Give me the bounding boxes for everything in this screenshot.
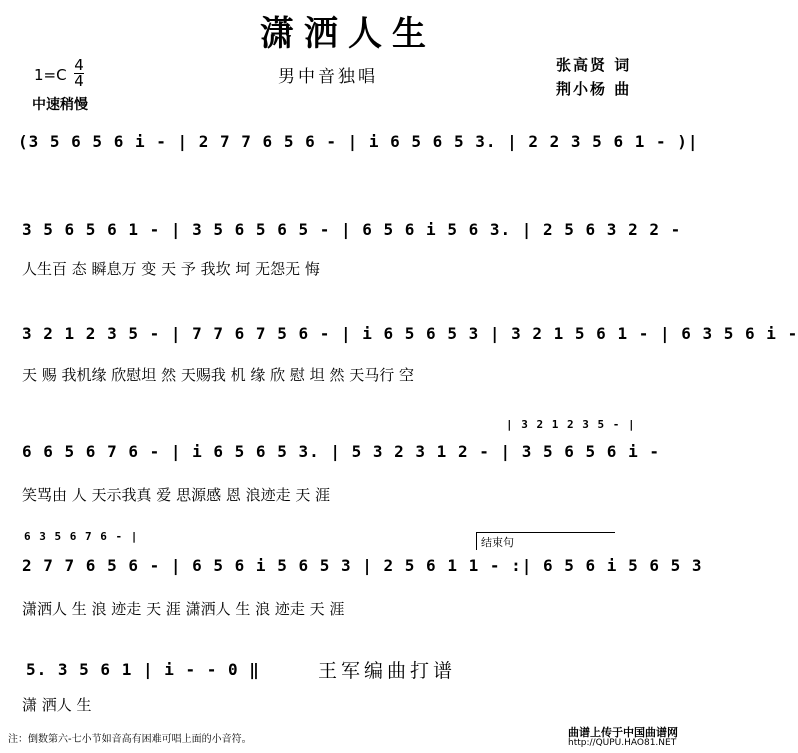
- lyric-line-4: 笑骂由 人 天示我真 爱 思源感 恩 浪迹走 天 涯: [22, 486, 331, 504]
- lyric-line-2: 人生百 态 瞬息万 变 天 予 我坎 坷 无怨无 悔: [22, 260, 320, 278]
- notation-line-4: 6 6 5 6 7 6 - | i 6 5 6 5 3. | 5 3 2 3 1 2 - | 3 5 6 5 6 i -: [22, 442, 660, 461]
- notation-line-2: 3 5 6 5 6 1 - | 3 5 6 5 6 5 - | 6 5 6 i 5 6 3. | 2 5 6 3 2 2 -: [22, 220, 682, 239]
- subtitle: 男中音独唱: [278, 67, 378, 87]
- notation-line-3: 3 2 1 2 3 5 - | 7 7 6 7 5 6 - | i 6 5 6 5 3 | 3 2 1 5 6 1 - | 6 3 5 6 i -: [22, 324, 798, 343]
- notation-line-6: 5. 3 5 6 1 | i - - 0 ‖: [26, 660, 260, 679]
- arranger-credit: 王军编曲打谱: [318, 660, 457, 682]
- meter-top: 4: [74, 56, 84, 74]
- ending-label: 结束句: [476, 532, 615, 550]
- variant-line-5: 6 3 5 6 7 6 - |: [24, 530, 139, 543]
- notation-line-5: 2 7 7 6 5 6 - | 6 5 6 i 5 6 5 3 | 2 5 6 1 1 - :| 6 5 6 i 5 6 5 3: [22, 556, 703, 575]
- time-signature: [74, 58, 84, 89]
- page-title: 潇洒人生: [260, 14, 436, 54]
- variant-line-4: | 3 2 1 2 3 5 - |: [506, 418, 636, 431]
- lyric-line-6: 潇 洒人 生: [22, 696, 92, 714]
- key-signature: 1=C: [34, 66, 67, 84]
- lyricist-credit: 张高贤 词: [556, 56, 632, 74]
- upload-url: http://QUPU.HAO81.NET: [568, 738, 677, 748]
- upload-notice: 曲谱上传于中国曲谱网: [568, 726, 678, 739]
- lyric-line-3: 天 赐 我机缘 欣慰坦 然 天赐我 机 缘 欣 慰 坦 然 天马行 空: [22, 366, 414, 384]
- composer-credit: 荆小杨 曲: [556, 80, 632, 98]
- tempo-marking: 中速稍慢: [32, 97, 88, 113]
- lyric-line-5: 潇洒人 生 浪 迹走 天 涯 潇洒人 生 浪 迹走 天 涯: [22, 600, 345, 618]
- footnote: 注：倒数第六-七小节如音高有困难可唱上面的小音符。: [8, 734, 252, 745]
- notation-line-1: (3 5 6 5 6 i - | 2 7 7 6 5 6 - | i 6 5 6 5 3. | 2 2 3 5 6 1 - )|: [18, 132, 699, 151]
- meter-bottom: 4: [74, 72, 84, 90]
